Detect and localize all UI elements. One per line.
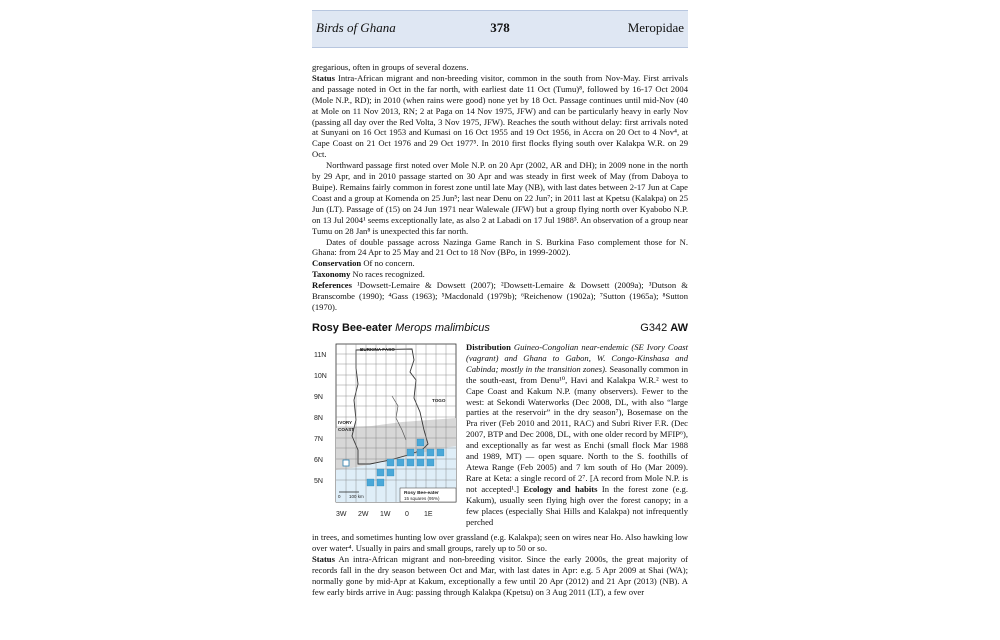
status-label-rosy: Status	[312, 553, 335, 564]
ecology-continued: in trees, and sometimes hunting low over grassland (e.g. Kalakpa); seen on wires near Ho. Also hawking low over water⁴. Usually in pairs and small groups, rarely up to 50 or so.	[312, 532, 688, 553]
open-square-enchi	[343, 460, 349, 466]
scientific-name: Merops malimbicus	[395, 322, 490, 334]
species-code-number: G342	[640, 322, 668, 334]
double-passage-paragraph: Dates of double passage across Nazinga Game Ranch in S. Burkina Faso complement those for N. Ghana: from 24 Apr to 25 May and 21 Oct to 18 Nov (BPo, in 1999-2002).	[312, 236, 688, 258]
record-square	[387, 459, 394, 466]
book-page	[312, 0, 688, 640]
ecology-label: Ecology and habits	[523, 483, 598, 494]
distribution-range: Guineo-Congolian near-endemic (SE Ivory Coast (vagrant) and Ghana to Gabon, W. Congo-Kinshasa and Cabinda; mostly in the transition zones).	[466, 342, 688, 374]
family-name: Meropidae	[627, 20, 684, 35]
lat-label-5n: 5N	[314, 478, 323, 485]
record-square	[387, 469, 394, 476]
distribution-label: Distribution	[466, 342, 511, 352]
lon-label-2w: 2W	[358, 511, 369, 518]
lon-label-0: 0	[405, 511, 409, 518]
conservation-paragraph	[312, 258, 688, 269]
taxonomy-label: Taxonomy	[312, 269, 351, 280]
lat-label-10n: 10N	[314, 373, 327, 380]
common-name: Rosy Bee-eater	[312, 322, 393, 334]
record-square	[417, 449, 424, 456]
taxonomy-text: No races recognized.	[352, 269, 425, 280]
record-square	[407, 459, 414, 466]
lat-label-7n: 7N	[314, 436, 323, 443]
label-ivory-coast-2: COAST	[338, 427, 355, 432]
latitude-labels	[314, 352, 327, 485]
record-square	[427, 459, 434, 466]
conservation-label: Conservation	[312, 258, 362, 269]
page-number: 378	[490, 20, 510, 35]
scale-zero: 0	[338, 494, 341, 499]
legend-title: Rosy Bee-eater	[404, 491, 439, 496]
record-square	[437, 449, 444, 456]
opening-line: gregarious, often in groups of several dozens.	[312, 62, 469, 72]
record-square	[427, 449, 434, 456]
distribution-text: Seasonally common in the south-east, from Denu¹⁰, Havi and Kalakpa W.R.² west to Cape Coast and Kakum N.P. (many observers). Fewer to the west: at Sekondi Waterworks (Dec 2008, DL, with also “large parties at the reservoir” in the dry season⁷), Bosemase on the Pra river (Feb 2010 and 2011, RAC) and Subri River F.R. (Dec 2007, BTP and Dec 2008, DL, with one older record by MFIP⁶), and exceptionally as far west as Enchi (small flock Mar 1988 and 1989, MT) — open square. North to the S. foothills of Atewa Range (Feb 2005) and 7 km south of Ho (Mar 2009). Rare at Keta: a single record of 2⁷. [A record from Mole N.P. is not accepted¹.]	[466, 363, 688, 494]
species-heading	[312, 320, 688, 338]
record-square	[377, 469, 384, 476]
status-paragraph-rosy	[312, 554, 688, 598]
species-name	[312, 322, 490, 334]
references-paragraph	[312, 280, 688, 313]
status-paragraph	[312, 73, 688, 160]
status-label: Status	[312, 72, 335, 83]
taxonomy-paragraph	[312, 269, 688, 280]
ecology-text: In the forest zone (e.g. Kakum), usually seen flying high over the forest canopy; in a few places (especially Shai Hills and Kalakpa) not infrequently perched	[466, 483, 688, 527]
species-code	[640, 322, 688, 334]
status-text-rosy: An intra-African migrant and non-breeding visitor. Since the early 2000s, the great majority of records fall in the dry season between Oct and Mar, with last dates in Apr: e.g. 5 Apr 2009 at Shai (WA); normally gone by mid-Apr at Kakum, exceptionally a few until 20 Apr (2012) and 21 Apr (2013) (NB). A few early birds arrive in Aug: passing through Kalakpa (Kpetsu) on 3 Aug 2011 (LT), a few over	[312, 553, 688, 597]
bottom-section	[312, 532, 688, 597]
lat-label-11n: 11N	[314, 352, 327, 359]
record-square	[377, 479, 384, 486]
record-square	[407, 449, 414, 456]
record-square	[417, 459, 424, 466]
lat-label-8n: 8N	[314, 415, 323, 422]
previous-species-text	[312, 62, 688, 313]
legend-text: 15 squares (95%)	[404, 496, 440, 501]
distribution-section	[466, 342, 688, 527]
lon-label-1w: 1W	[380, 511, 391, 518]
references-label: References	[312, 280, 352, 291]
lat-label-9n: 9N	[314, 394, 323, 401]
longitude-labels	[336, 511, 433, 518]
scale-label: 100 km	[349, 494, 364, 499]
lat-label-6n: 6N	[314, 457, 323, 464]
record-square	[397, 459, 404, 466]
conservation-text: Of no concern.	[363, 258, 415, 269]
label-togo: TOGO	[432, 398, 446, 403]
book-title: Birds of Ghana	[316, 20, 396, 35]
record-square	[367, 479, 374, 486]
label-burkina-faso: BURKINA FASO	[360, 347, 395, 352]
species-code-suffix: AW	[670, 322, 688, 334]
distribution-map-svg	[312, 340, 460, 525]
lon-label-1e: 1E	[424, 511, 433, 518]
distribution-map	[312, 340, 460, 525]
running-header	[312, 10, 688, 48]
record-square	[417, 439, 424, 446]
lon-label-3w: 3W	[336, 511, 347, 518]
northward-paragraph: Northward passage first noted over Mole N.P. on 20 Apr (2002, AR and DH); in 2009 none in the north by 29 Apr, and in 2010 passage started on 30 Apr and was steady in first week of May (from Daboya to Buipe). Remains fairly common in forest zone until late May (NB), with last dates between 2-17 Jun at Cape Coast and a group at Komenda on 25 Jun⁵; last near Denu on 22 Jun⁷; in 2011 last at Kpetsu (Kalakpa) on 25 Jun (LT). Passage of (15) on 24 Jun 1971 near Walewale (JFW) but a group flying north over Kyabobo N.P. on 13 Jul 2004¹ seems exceptionally late, as also 2 at Labadi on 17 Jul 1988³. An observation of a group near Tumu on 28 Jan⁸ is unexpected this far north.	[312, 160, 688, 236]
status-text: Intra-African migrant and non-breeding visitor, common in the south from Nov-May. First arrivals and passage noted in Oct in the far north, with earliest date 11 Oct (Tumu)⁸, followed by 16-17 Oct 2004 (Mole N.P., RD); in 2010 (when rains were good) none yet by 18 Oct. Passage continues until mid-Nov (40 at Mole on 11 Nov 2013, RN; 2 at Paga on 14 Nov 1975, JFW) and can be particularly heavy in early Nov (passing all day over the Red Volta, 3 Nov 1975, JFW). Reaches the south without delay: first arrivals noted at Sunyani on 16 Oct 1953 and Kumasi on 16 Oct 1955 and 19 Oct 1956, in Accra on 20 Oct to 4 Nov⁴, at Cape Coast on 21 Oct 1976 and 29 Oct 1977⁵. In 2010 first flocks flying south over Kalakpa W.R. on 29 Oct.	[312, 72, 688, 160]
label-ivory-coast-1: IVORY	[338, 420, 353, 425]
references-text: ¹Dowsett-Lemaire & Dowsett (2007); ²Dowsett-Lemaire & Dowsett (2009a); ³Dutson & Branscombe (1990); ⁴Gass (1963); ⁵Macdonald (1979b); ⁶Reichenow (1902a); ⁷Sutton (1965a); ⁸Sutton (1970).	[312, 280, 688, 312]
